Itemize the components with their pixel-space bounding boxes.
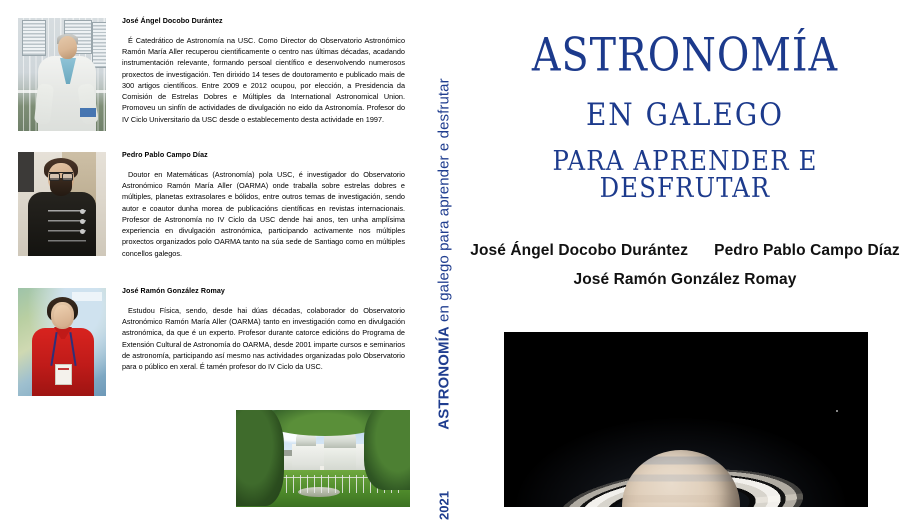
window-shape bbox=[22, 20, 46, 56]
front-cover bbox=[470, 0, 900, 507]
author-list bbox=[470, 242, 900, 289]
author-row-secondary: José Ramón González Romay bbox=[573, 271, 797, 288]
bio-author-name: José Ángel Docobo Durántez bbox=[122, 17, 223, 25]
portrait-campo-photo bbox=[18, 152, 106, 256]
bio-body bbox=[122, 18, 405, 125]
tshirt-graphic-detail bbox=[80, 229, 85, 234]
tshirt-graphic-detail bbox=[80, 209, 85, 214]
bio-author-text: É Catedrático de Astronomía na USC. Como Director do Observatorio Astronómico Ramón María Aller recuperou cientificamente o centro nas últimas décadas, acadando instrumentación relevante, formando persoal científico e desenvolvendo numerosos proxectos de investigación. Ten dirixido 14 teses de doutoramento e publicado mais de 300 artigos científicos. Entre 2009 e 2012 ocupou, por elección, a Presidencia da Comisión de Estrelas Dobres e Múltiples da International Astronomical Union. Promoveu un sinfín de actividades de divulgación no eido da Astronomía. Profesor do IV Ciclo Universitario da USC desde o establecemento desta actividade en 1997. bbox=[122, 35, 405, 124]
bio-author-name: Pedro Pablo Campo Díaz bbox=[122, 151, 208, 159]
spine-title-rest: en galego para aprender e desfrutar bbox=[435, 77, 453, 326]
person-id-badge bbox=[55, 364, 72, 385]
spine-title bbox=[436, 78, 453, 429]
tree-left bbox=[236, 410, 284, 506]
tshirt-graphic-detail bbox=[80, 219, 85, 224]
saturn-photo bbox=[504, 332, 868, 507]
book-title: ASTRONOMÍA bbox=[531, 28, 839, 82]
book-subtitle-line2: PARA APRENDER E DESFRUTAR bbox=[552, 146, 818, 204]
spine-year: 2021 bbox=[436, 491, 452, 520]
person-face bbox=[54, 305, 71, 327]
spine-title-bold: ASTRONOMÍA bbox=[435, 325, 453, 430]
photo-watermark bbox=[80, 108, 96, 117]
saturn-moon-dot bbox=[836, 410, 838, 412]
person-head bbox=[58, 36, 77, 59]
background-poster-text bbox=[72, 292, 102, 301]
bio-author-text: Doutor en Matemáticas (Astronomía) pola USC, é investigador do Observatorio Astronómico Ramón María Aller (OARMA) onde traballa sobre estrelas dobres e múltiples, planetas extrasolares e bólidos, entre outros temas de investigación, sendo autor e coautor dunha morea de publicacións científicas en revistas internacionais. Profesor de Astronomía no IV Ciclo da USC dende hai anos, ten unha amplísima experiencia en divulgación astronómica, participando activamente nos múltiples proxectos organizados polo OARMA tanto na súa sede de Santiago como en múltiples concellos galegos. bbox=[122, 169, 405, 258]
portrait-docobo-image bbox=[18, 18, 106, 131]
author-row-primary bbox=[470, 242, 900, 260]
tree-right bbox=[364, 410, 410, 490]
background-shape bbox=[18, 152, 34, 192]
portrait-docobo-photo bbox=[18, 18, 106, 131]
window-shape bbox=[92, 22, 106, 68]
bio-author-name: José Ramón González Romay bbox=[122, 287, 225, 295]
portrait-romay-image bbox=[18, 288, 106, 396]
bio-author-text: Estudou Física, sendo, desde hai dúas décadas, colaborador do Observatorio Astronómico Ramón María Aller (OARMA) tanto en investigación como en divulgación astronómica, da que é un experto. Profesor durante catorce edicións do Programa de Extensión Cultural de Astronomía do OARMA, desde 2001 imparte cursos e seminarios de astronomía, participando así mesmo nas actividades organizadas polo Observatorio para o público en xeral. É tamén profesor do IV Ciclo da USC. bbox=[122, 305, 405, 372]
observatory-photo bbox=[236, 410, 410, 507]
saturn-composition bbox=[556, 428, 806, 507]
book-spine bbox=[418, 0, 470, 520]
back-cover bbox=[0, 0, 418, 507]
person-glasses bbox=[49, 172, 73, 179]
bio-body bbox=[122, 288, 405, 372]
portrait-romay-photo bbox=[18, 288, 106, 396]
author-name-2: Pedro Pablo Campo Díaz bbox=[714, 242, 900, 259]
portrait-campo-image bbox=[18, 152, 106, 256]
author-name-1: José Ángel Docobo Durántez bbox=[470, 242, 689, 259]
bio-body bbox=[122, 152, 405, 259]
book-subtitle-line1: EN GALEGO bbox=[585, 97, 785, 133]
